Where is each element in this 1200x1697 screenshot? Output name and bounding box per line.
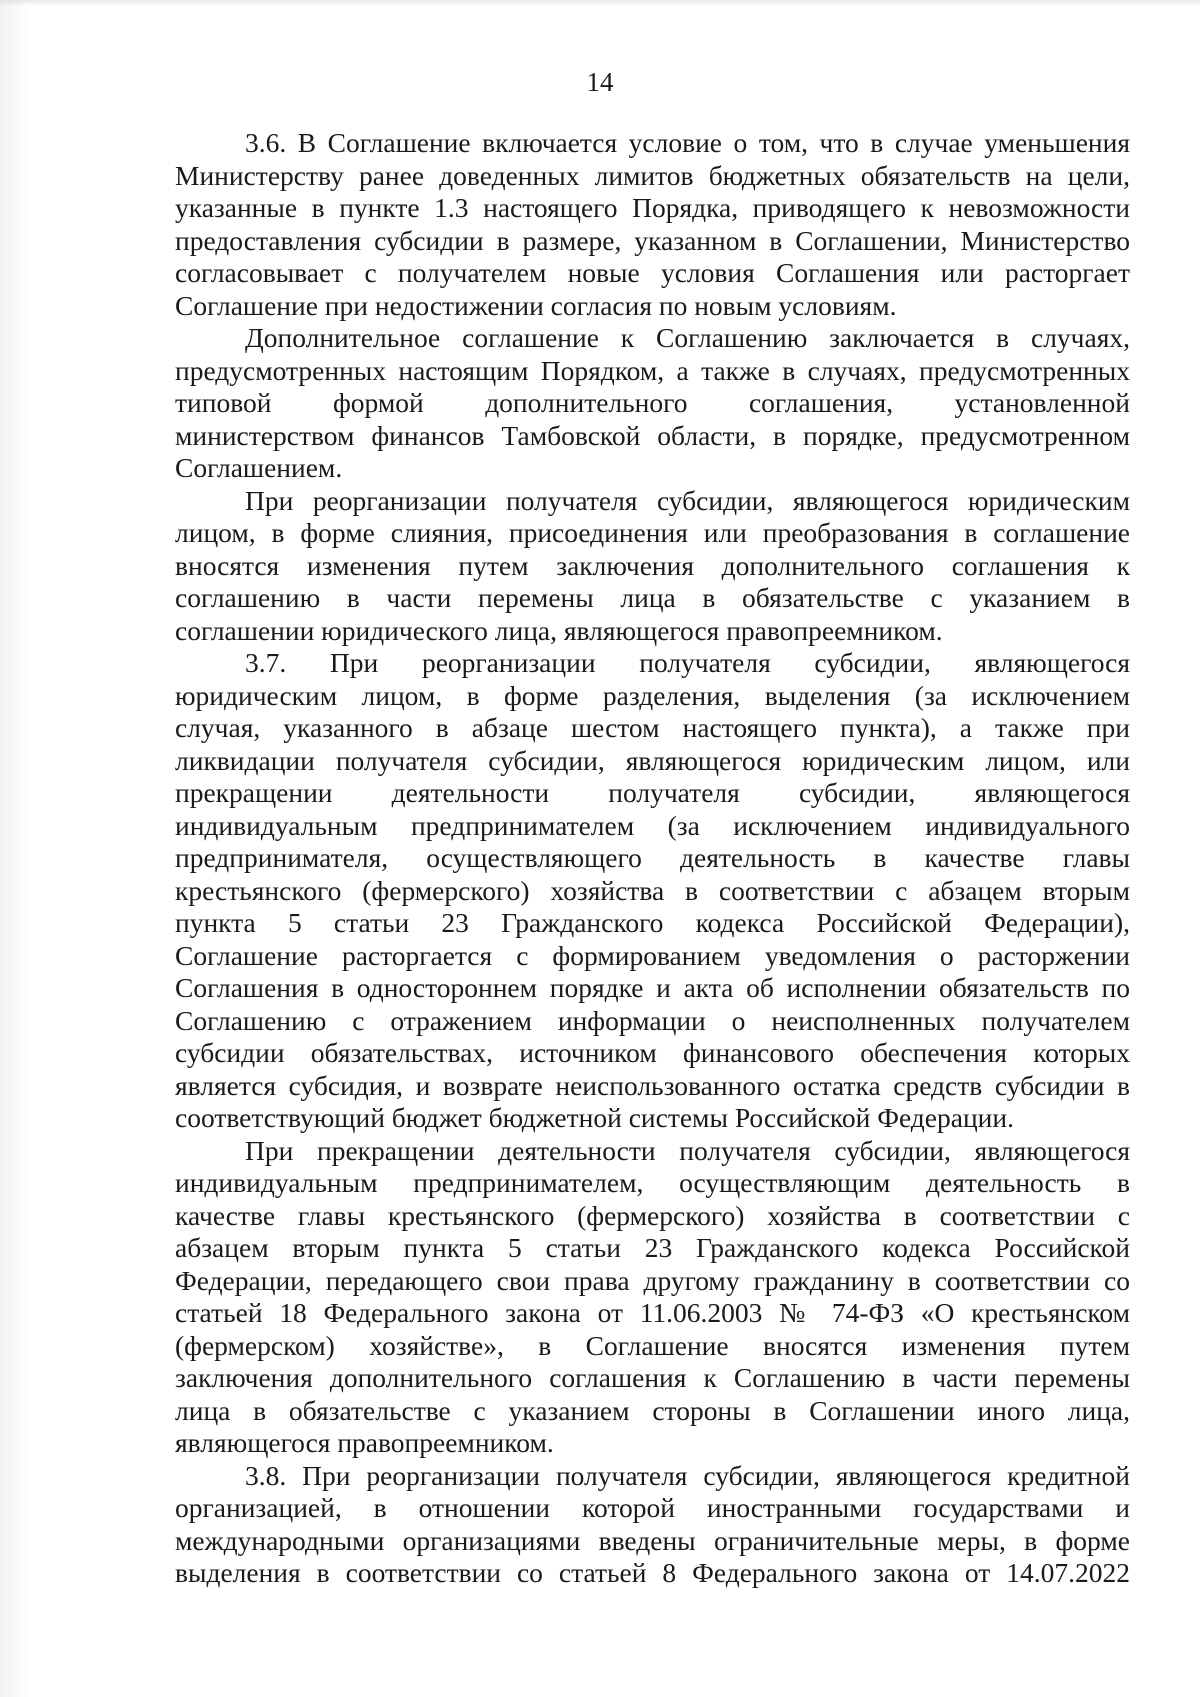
text-line: крестьянского (фермерского) хозяйства в соответствии с абзацем вторым xyxy=(175,874,1130,906)
scan-left-shadow xyxy=(0,0,30,1697)
text-line: международными организациями введены ограничительные меры, в форме xyxy=(175,1524,1130,1556)
text-line: случая, указанного в абзаце шестом настоящего пункта), а также при xyxy=(175,712,1130,743)
text-line: Федерации, передающего свои права другому гражданину в соответствии со xyxy=(175,1264,1130,1296)
text-line: согласовывает с получателем новые условия Соглашения или расторгает xyxy=(175,257,1130,288)
text-line: организацией, в отношении которой иностранными государствами и xyxy=(175,1492,1130,1523)
text-line: заключения дополнительного соглашения к Соглашению в части перемены xyxy=(175,1362,1130,1393)
scan-top-edge xyxy=(0,0,1200,6)
text-line: типовой формой дополнительного соглашения, установленной xyxy=(175,387,1130,418)
paragraph-3-7 xyxy=(175,647,1130,1135)
text-line: юридическим лицом, в форме разделения, выделения (за исключением xyxy=(175,679,1130,711)
text-line: 3.6. В Соглашение включается условие о том, что в случае уменьшения xyxy=(245,127,1130,158)
text-line: лицом, в форме слияния, присоединения или преобразования в соглашение xyxy=(175,517,1130,548)
text-line: указанные в пункте 1.3 настоящего Порядка, приводящего к невозможности xyxy=(175,192,1130,223)
text-line: лица в обязательстве с указанием стороны в Соглашении иного лица, xyxy=(175,1394,1130,1426)
text-line: Соглашение при недостижении согласия по новым условиям. xyxy=(175,289,897,321)
text-line: соглашению в части перемены лица в обязательстве с указанием в xyxy=(175,582,1130,613)
text-line: вносятся изменения путем заключения дополнительного соглашения к xyxy=(175,549,1130,581)
text-line: 3.7. При реорганизации получателя субсидии, являющегося xyxy=(245,647,1130,678)
paragraph-3-8 xyxy=(175,1460,1130,1590)
paragraph-farm-head-termination xyxy=(175,1135,1130,1460)
paragraph-reorganization-merger xyxy=(175,485,1130,648)
text-line: являющегося правопреемником. xyxy=(175,1427,554,1458)
text-line: абзацем вторым пункта 5 статьи 23 Гражданского кодекса Российской xyxy=(175,1232,1130,1263)
text-line: прекращении деятельности получателя субсидии, являющегося xyxy=(175,777,1130,808)
text-line: качестве главы крестьянского (фермерского) хозяйства в соответствии с xyxy=(175,1199,1130,1231)
text-line: соглашении юридического лица, являющегося правопреемником. xyxy=(175,614,943,646)
text-line: ликвидации получателя субсидии, являющегося юридическим лицом, или xyxy=(175,744,1130,776)
paragraph-3-6 xyxy=(175,127,1130,322)
document-body xyxy=(175,127,1130,1590)
page-number: 14 xyxy=(586,67,614,97)
text-line: пункта 5 статьи 23 Гражданского кодекса Российской Федерации), xyxy=(175,907,1130,938)
paragraph-additional-agreement xyxy=(175,322,1130,485)
text-line: (фермерском) хозяйстве», в Соглашение вносятся изменения путем xyxy=(175,1329,1130,1361)
text-line: Соглашение расторгается с формированием уведомления о расторжении xyxy=(175,939,1130,971)
text-line: Дополнительное соглашение к Соглашению заключается в случаях, xyxy=(245,322,1130,353)
text-line: предусмотренных настоящим Порядком, а также в случаях, предусмотренных xyxy=(175,354,1130,386)
text-line: выделения в соответствии со статьей 8 Федерального закона от 14.07.2022 xyxy=(175,1557,1130,1588)
text-line: предпринимателя, осуществляющего деятельность в качестве главы xyxy=(175,842,1130,873)
text-line: индивидуальным предпринимателем, осуществляющим деятельность в xyxy=(175,1167,1130,1198)
text-line: Соглашения в одностороннем порядке и акта об исполнении обязательств по xyxy=(175,972,1130,1003)
text-line: 3.8. При реорганизации получателя субсидии, являющегося кредитной xyxy=(245,1459,1130,1491)
text-line: министерством финансов Тамбовской области, в порядке, предусмотренном xyxy=(175,419,1130,451)
text-line: предоставления субсидии в размере, указанном в Соглашении, Министерство xyxy=(175,224,1130,256)
text-line: Соглашением. xyxy=(175,452,343,483)
text-line: субсидии обязательствах, источником финансового обеспечения которых xyxy=(175,1037,1130,1068)
text-line: соответствующий бюджет бюджетной системы Российской Федерации. xyxy=(175,1102,1014,1133)
text-line: Соглашению с отражением информации о неисполненных получателем xyxy=(175,1004,1130,1036)
text-line: является субсидия, и возврате неиспользованного остатка средств субсидии в xyxy=(175,1069,1130,1101)
text-line: При прекращении деятельности получателя субсидии, являющегося xyxy=(245,1134,1130,1166)
text-line: При реорганизации получателя субсидии, являющегося юридическим xyxy=(245,484,1130,516)
text-line: Министерству ранее доведенных лимитов бюджетных обязательств на цели, xyxy=(175,159,1130,191)
text-line: статьей 18 Федерального закона от 11.06.2003 № 74-ФЗ «О крестьянском xyxy=(175,1297,1130,1328)
text-line: индивидуальным предпринимателем (за исключением индивидуального xyxy=(175,809,1130,841)
